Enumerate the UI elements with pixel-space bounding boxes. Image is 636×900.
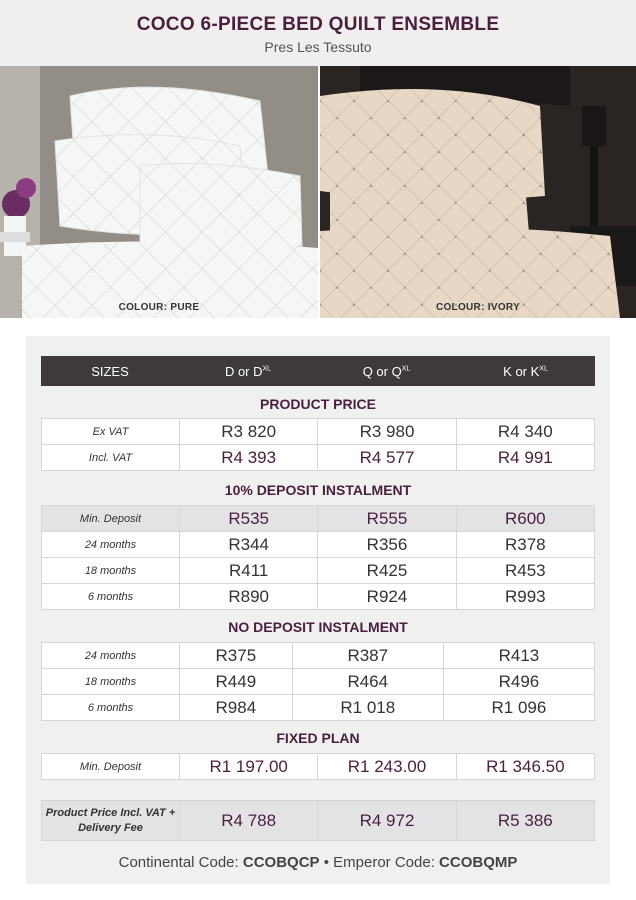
price-cell: R344 bbox=[180, 532, 318, 558]
table-row bbox=[42, 558, 595, 584]
size-q-header bbox=[317, 356, 456, 386]
table-row bbox=[42, 801, 595, 841]
delivery-price-table bbox=[41, 800, 595, 841]
price-cell: R356 bbox=[318, 532, 456, 558]
section-title-deposit-instalment: 10% DEPOSIT INSTALMENT bbox=[224, 482, 412, 498]
table-row bbox=[42, 419, 595, 445]
table-row bbox=[42, 695, 595, 721]
price-cell: R413 bbox=[443, 643, 594, 669]
page-subtitle: Pres Les Tessuto bbox=[264, 39, 372, 55]
price-cell: R411 bbox=[180, 558, 318, 584]
size-header-row bbox=[41, 356, 595, 386]
size-k-label: K or K bbox=[503, 363, 540, 379]
table-row bbox=[42, 669, 595, 695]
quilt-pure-illustration bbox=[0, 66, 318, 318]
size-k-header bbox=[456, 356, 595, 386]
size-d-sup: XL bbox=[262, 365, 272, 373]
price-cell: R600 bbox=[456, 506, 594, 532]
row-label: Product Price Incl. VAT + Delivery Fee bbox=[42, 801, 180, 841]
price-cell: R4 788 bbox=[180, 801, 318, 841]
product-image-ivory bbox=[320, 66, 636, 318]
price-cell: R984 bbox=[180, 695, 293, 721]
fixed-plan-table bbox=[41, 753, 595, 780]
price-cell: R1 096 bbox=[443, 695, 594, 721]
price-cell: R4 972 bbox=[318, 801, 456, 841]
header bbox=[0, 0, 636, 66]
emperor-code-label: Emperor Code: bbox=[333, 854, 435, 871]
price-cell: R993 bbox=[456, 584, 594, 610]
product-image-pure bbox=[0, 66, 318, 318]
price-cell: R464 bbox=[292, 669, 443, 695]
product-price-table bbox=[41, 418, 595, 471]
quilt-ivory-illustration bbox=[320, 66, 636, 318]
table-row bbox=[42, 506, 595, 532]
row-label: Min. Deposit bbox=[42, 754, 180, 780]
row-label: Min. Deposit bbox=[42, 506, 180, 532]
emperor-code: CCOBQMP bbox=[439, 854, 518, 871]
row-label: 6 months bbox=[42, 584, 180, 610]
price-cell: R496 bbox=[443, 669, 594, 695]
no-deposit-instalment-table bbox=[41, 642, 595, 721]
size-k-sup: XL bbox=[539, 365, 548, 373]
price-cell: R1 197.00 bbox=[180, 754, 318, 780]
price-cell: R1 018 bbox=[292, 695, 443, 721]
pricing-panel bbox=[26, 336, 610, 884]
page-title: COCO 6-PIECE BED QUILT ENSEMBLE bbox=[136, 14, 500, 35]
price-cell: R555 bbox=[318, 506, 456, 532]
table-row bbox=[42, 643, 595, 669]
price-cell: R4 991 bbox=[456, 445, 594, 471]
price-cell: R1 243.00 bbox=[318, 754, 456, 780]
table-row bbox=[42, 532, 595, 558]
price-cell: R4 577 bbox=[318, 445, 456, 471]
continental-code: CCOBQCP bbox=[242, 854, 320, 871]
price-cell: R890 bbox=[180, 584, 318, 610]
price-cell: R3 820 bbox=[180, 419, 318, 445]
table-row bbox=[42, 754, 595, 780]
price-cell: R4 340 bbox=[456, 419, 594, 445]
price-cell: R3 980 bbox=[318, 419, 456, 445]
price-cell: R535 bbox=[180, 506, 318, 532]
continental-code-label: Continental Code: bbox=[118, 854, 239, 871]
price-cell: R1 346.50 bbox=[456, 754, 594, 780]
price-cell: R924 bbox=[318, 584, 456, 610]
row-label: 6 months bbox=[42, 695, 180, 721]
row-label: 18 months bbox=[42, 669, 180, 695]
row-label: 18 months bbox=[42, 558, 180, 584]
code-separator: • bbox=[323, 854, 329, 871]
section-title-fixed-plan: FIXED PLAN bbox=[276, 730, 360, 746]
price-cell: R453 bbox=[456, 558, 594, 584]
row-label: Incl. VAT bbox=[42, 445, 180, 471]
product-codes bbox=[26, 854, 610, 871]
price-cell: R425 bbox=[318, 558, 456, 584]
colour-caption-ivory: COLOUR: IVORY bbox=[435, 302, 521, 313]
price-cell: R4 393 bbox=[180, 445, 318, 471]
size-d-label: D or D bbox=[224, 363, 263, 379]
colour-caption-pure: COLOUR: PURE bbox=[118, 302, 200, 313]
size-q-sup: XL bbox=[401, 365, 411, 373]
table-row bbox=[42, 445, 595, 471]
section-title-no-deposit-instalment: NO DEPOSIT INSTALMENT bbox=[228, 619, 408, 635]
table-row bbox=[42, 584, 595, 610]
sizes-header: SIZES bbox=[91, 363, 129, 379]
row-label: Ex VAT bbox=[42, 419, 180, 445]
row-label: 24 months bbox=[42, 643, 180, 669]
price-cell: R378 bbox=[456, 532, 594, 558]
size-d-header bbox=[179, 356, 317, 386]
price-cell: R375 bbox=[180, 643, 293, 669]
price-cell: R449 bbox=[180, 669, 293, 695]
size-q-label: Q or Q bbox=[362, 363, 402, 379]
section-title-product-price: PRODUCT PRICE bbox=[260, 396, 376, 412]
price-cell: R387 bbox=[292, 643, 443, 669]
deposit-instalment-table bbox=[41, 505, 595, 610]
row-label: 24 months bbox=[42, 532, 180, 558]
price-cell: R5 386 bbox=[456, 801, 594, 841]
